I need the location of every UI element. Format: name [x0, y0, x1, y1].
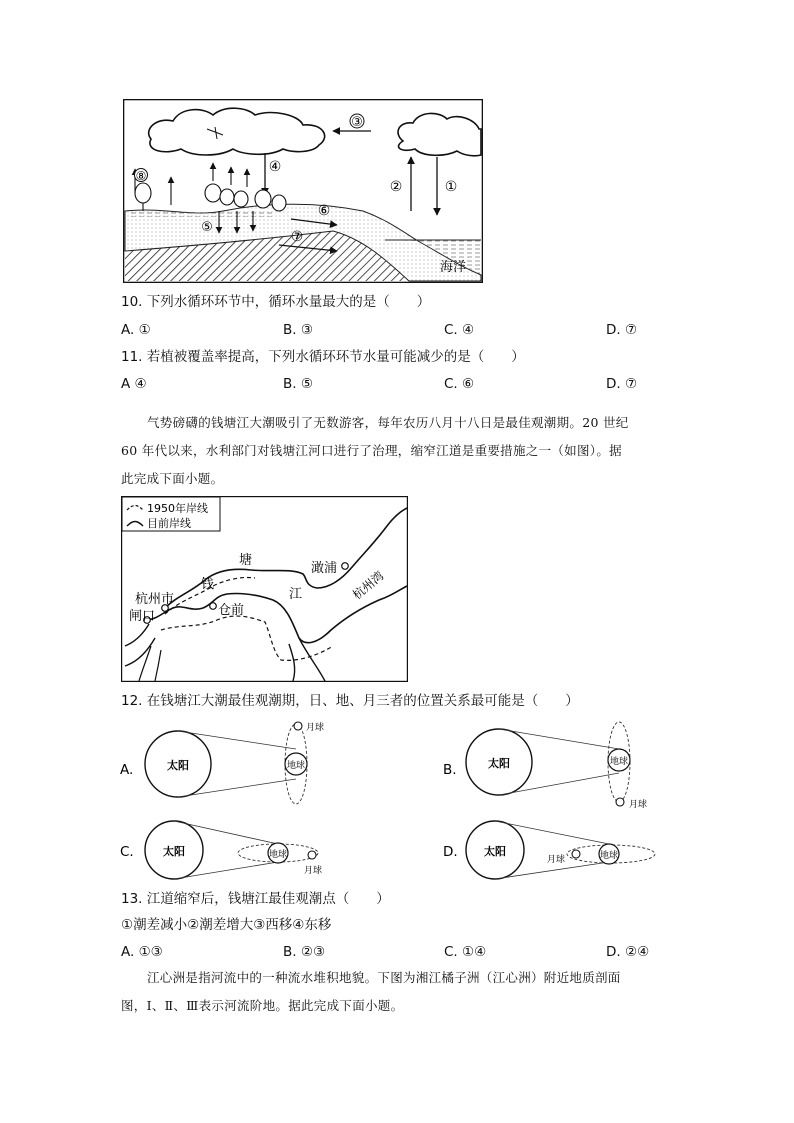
legend-now: 目前岸线	[147, 517, 191, 530]
q13-choices: ①潮差减小②潮差增大③西移④东移	[121, 917, 332, 933]
q13-option-a: A. ①③	[121, 944, 163, 960]
q13-stem: 13. 江道缩窄后，钱塘江最佳观潮点（ ）	[121, 891, 390, 907]
label-bay: 杭州湾	[349, 568, 387, 603]
moon-label-c: 月球	[304, 866, 323, 876]
label-ganpu: 澉浦	[311, 561, 338, 576]
q13-option-c: C. ①④	[444, 944, 487, 960]
q10-stem: 10. 下列水循环环节中，循环水量最大的是（ ）	[121, 294, 431, 310]
label-7: ⑦	[290, 229, 304, 245]
moon-label-d: 月球	[547, 855, 566, 865]
q11-stem: 11. 若植被覆盖率提高，下列水循环环节水量可能减少的是（ ）	[121, 349, 525, 365]
q13-option-b: B. ②③	[283, 944, 326, 960]
label-qian: 钱	[201, 577, 215, 592]
q12-stem: 12. 在钱塘江大潮最佳观潮期，日、地、月三者的位置关系最可能是（ ）	[121, 693, 579, 709]
label-zhakou: 闸口	[129, 609, 156, 624]
ocean-label: 海洋	[439, 260, 467, 275]
qiantang-map	[121, 496, 408, 682]
q12-label-a: A.	[120, 762, 134, 778]
passage1-line3: 此完成下面小题。	[121, 471, 224, 486]
q11-option-c: C. ⑥	[444, 376, 475, 392]
q10-option-a: A. ①	[121, 322, 151, 338]
q11-option-b: B. ⑤	[283, 376, 313, 392]
earth-label-b: 地球	[609, 757, 629, 767]
q10-option-d: D. ⑦	[606, 322, 638, 338]
sun-label-a: 太阳	[167, 759, 189, 772]
q12-diagram-c	[118, 820, 344, 884]
water-cycle-figure	[123, 99, 483, 283]
q12-label-b: B.	[443, 762, 457, 778]
q11-option-a: A ④	[121, 376, 147, 392]
label-5: ⑤	[201, 220, 213, 235]
sun-label-b: 太阳	[488, 757, 510, 770]
earth-label-d: 地球	[599, 851, 619, 861]
label-8: ⑧	[135, 169, 147, 183]
q12-label-d: D.	[443, 844, 458, 860]
q10-option-c: C. ④	[444, 322, 475, 338]
passage-jiangxinzhou	[121, 964, 681, 1020]
q12-diagram-b	[441, 718, 681, 814]
moon-label-a: 月球	[306, 723, 325, 733]
passage1-line1: 气势磅礴的钱塘江大潮吸引了无数游客，每年农历八月十八日是最佳观潮期。20 世纪	[147, 415, 629, 430]
q12-diagram-a	[118, 718, 344, 812]
sun-label-c: 太阳	[163, 845, 185, 858]
label-1: ①	[444, 179, 458, 195]
q12-label-c: C.	[120, 844, 134, 860]
passage1-line2: 60 年代以来，水利部门对钱塘江河口进行了治理，缩窄江道是重要措施之一（如图）。据	[121, 443, 622, 458]
q11-option-d: D. ⑦	[606, 376, 638, 392]
earth-label-a: 地球	[286, 761, 306, 771]
q13-option-d: D. ②④	[606, 944, 650, 960]
label-2: ②	[389, 179, 403, 195]
q12-diagram-d	[441, 820, 681, 884]
moon-label-b: 月球	[629, 800, 648, 810]
q10-option-b: B. ③	[283, 322, 313, 338]
passage2-line1: 江心洲是指河流中的一种流水堆积地貌。下图为湘江橘子洲（江心洲）附近地质剖面	[147, 970, 621, 985]
passage2-line2: 图，Ⅰ、Ⅱ、Ⅲ表示河流阶地。据此完成下面小题。	[121, 998, 404, 1013]
label-tang: 塘	[239, 553, 253, 568]
label-hangzhou: 杭州市	[135, 592, 175, 607]
legend-1950: 1950年岸线	[147, 502, 208, 515]
label-jiang: 江	[289, 587, 303, 602]
label-6: ⑥	[317, 203, 331, 219]
sun-label-d: 太阳	[484, 845, 506, 858]
earth-label-c: 地球	[268, 850, 288, 860]
passage-qiantang	[121, 409, 681, 493]
label-cangqian: 仓前	[218, 603, 245, 618]
label-3: ③	[351, 115, 363, 130]
label-4: ④	[268, 159, 282, 175]
